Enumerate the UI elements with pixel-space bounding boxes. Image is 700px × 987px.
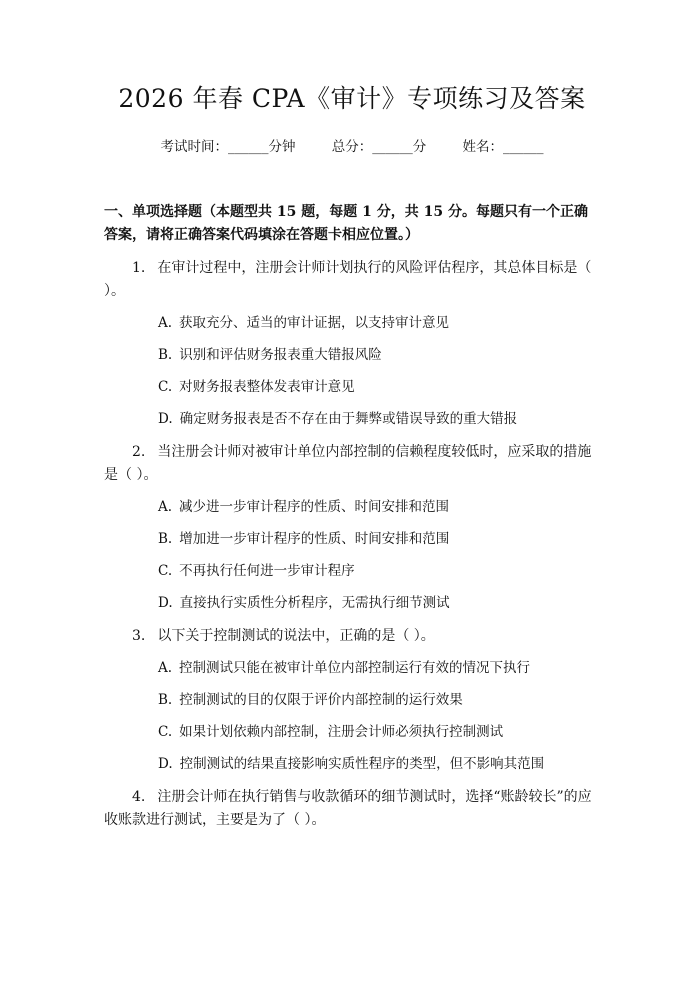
options-list-1 (104, 313, 600, 429)
page-title: 2026 年春 CPA《审计》专项练习及答案 (118, 84, 586, 113)
option-text: 控制测试的结果直接影响实质性程序的类型，但不影响其范围 (179, 756, 545, 772)
option-b (104, 345, 600, 365)
option-text: 获取充分、适当的审计证据，以支持审计意见 (179, 315, 450, 331)
options-list-2 (104, 497, 600, 613)
option-text: 直接执行实质性分析程序，无需执行细节测试 (179, 595, 450, 611)
option-c (104, 722, 600, 742)
option-text: 不再执行任何进一步审计程序 (179, 563, 355, 579)
option-d (104, 754, 600, 774)
option-label: B. (158, 692, 173, 708)
option-label: C. (158, 724, 173, 740)
option-b (104, 529, 600, 549)
option-text: 如果计划依赖内部控制，注册会计师必须执行控制测试 (179, 724, 504, 740)
option-label: D. (158, 411, 173, 427)
question-number: 3. (132, 628, 146, 644)
option-text: 识别和评估财务报表重大错报风险 (179, 347, 382, 363)
section-heading: 一、单项选择题（本题型共 15 题，每题 1 分，共 15 分。每题只有一个正确答案，请将正确答案代码填涂在答题卡相应位置。） (104, 204, 588, 243)
exam-time-field: 考试时间：______分钟 (160, 139, 296, 155)
question-4 (104, 786, 600, 832)
question-number: 2. (132, 444, 146, 460)
option-d (104, 409, 600, 429)
exam-info-line (104, 137, 600, 157)
question-text: 注册会计师在执行销售与收款循环的细节测试时，选择“账龄较长”的应收账款进行测试，主要是为了（ ）。 (104, 789, 592, 828)
option-d (104, 593, 600, 613)
option-label: B. (158, 531, 173, 547)
option-b (104, 690, 600, 710)
option-label: A. (158, 660, 173, 676)
option-label: C. (158, 379, 173, 395)
total-score-field: 总分：______分 (331, 139, 427, 155)
question-text: 当注册会计师对被审计单位内部控制的信赖程度较低时，应采取的措施是（ ）。 (104, 444, 592, 483)
option-text: 增加进一步审计程序的性质、时间安排和范围 (179, 531, 450, 547)
option-text: 对财务报表整体发表审计意见 (179, 379, 355, 395)
option-c (104, 377, 600, 397)
question-number: 1. (132, 260, 146, 276)
option-text: 控制测试的目的仅限于评价内部控制的运行效果 (179, 692, 463, 708)
option-label: D. (158, 756, 173, 772)
option-label: D. (158, 595, 173, 611)
student-name-field: 姓名：______ (462, 139, 544, 155)
option-label: A. (158, 315, 173, 331)
option-text: 确定财务报表是否不存在由于舞弊或错误导致的重大错报 (179, 411, 518, 427)
question-2 (104, 441, 600, 487)
question-3 (104, 625, 600, 648)
option-label: B. (158, 347, 173, 363)
option-label: C. (158, 563, 173, 579)
question-text: 在审计过程中，注册会计师计划执行的风险评估程序，其总体目标是（ ）。 (104, 260, 592, 299)
option-c (104, 561, 600, 581)
option-a (104, 497, 600, 517)
option-text: 控制测试只能在被审计单位内部控制运行有效的情况下执行 (179, 660, 531, 676)
question-1 (104, 257, 600, 303)
question-text: 以下关于控制测试的说法中，正确的是（ ）。 (157, 628, 435, 644)
question-number: 4. (132, 789, 146, 805)
option-label: A. (158, 499, 173, 515)
option-a (104, 658, 600, 678)
document-page (0, 82, 700, 987)
option-a (104, 313, 600, 333)
option-text: 减少进一步审计程序的性质、时间安排和范围 (179, 499, 450, 515)
options-list-3 (104, 658, 600, 774)
